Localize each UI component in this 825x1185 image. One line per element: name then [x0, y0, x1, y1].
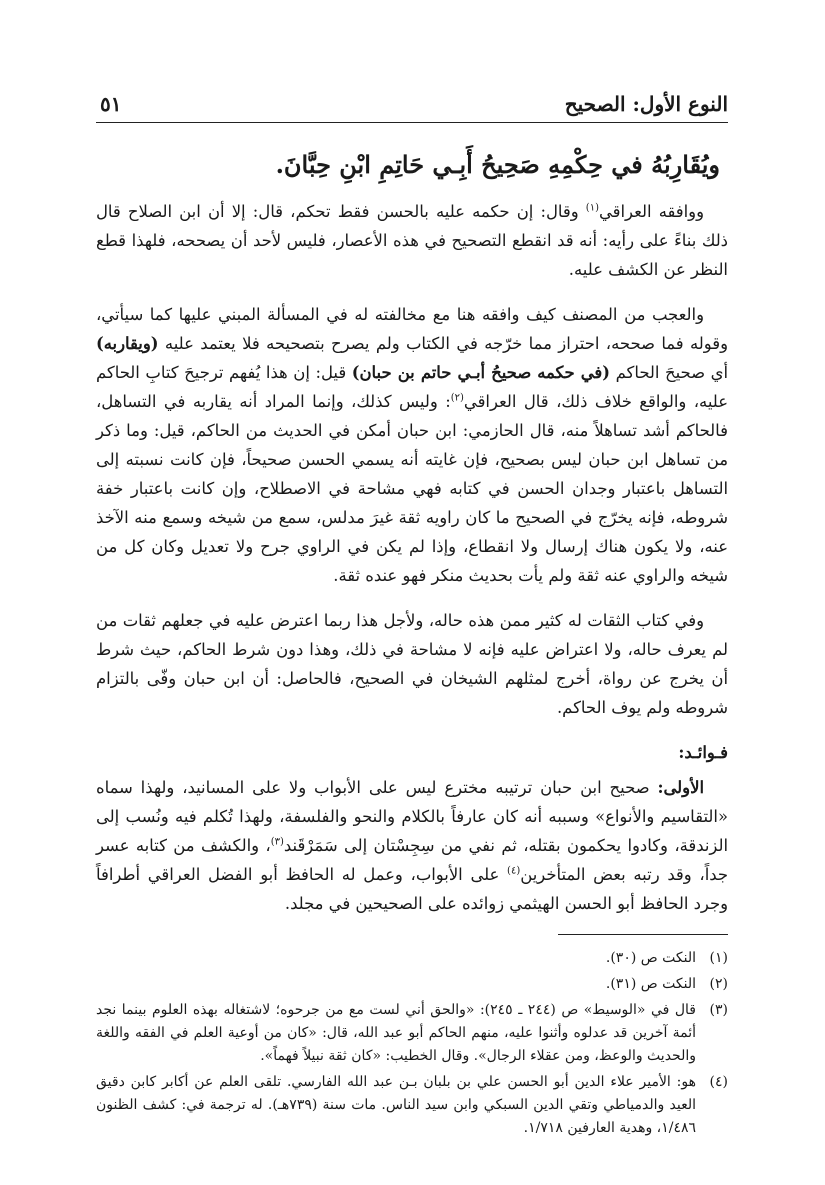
footnote-text: هو: الأمير علاء الدين أبو الحسن علي بن بلبان بـن عبد الله الفارسي. تلقى العلم عن أكابر كابن دقيق العيد والدمياطي وتقي الدين السبكي وابن سيد الناس. مات سنة (٧٣٩هـ). له ترجمة في: كشف الظنون ١/٤٨٦، وهدية العارفين ١/٧١٨.	[96, 1074, 696, 1136]
paragraph-2-part-1: والعجب من المصنف كيف وافقه هنا مع مخالفته له في المسألة المبني عليها كما سيأتي، وقوله فما صححه، احتراز مما خرّجه في الكتاب ولم يصرح بتصحيحه فلا يعتمد عليه	[96, 305, 728, 353]
book-page	[96, 88, 728, 1148]
benefit-part-1: صحيح ابن حبان ترتيبه مخترع ليس على الأبواب ولا على المسانيد، ولهذا سماه «التقاسيم والأنواع» وسببه أنه كان عارفاً بالكلام والنحو والفلسفة، ولهذا تُكلم فيه ونُسب إلى الزندقة، وكادوا يحكمون بقتله، ثم نفي من سِجِسْتان إلى سَمَرْقَند	[96, 778, 728, 855]
page-number: ٥١	[100, 92, 122, 116]
paragraph-2	[96, 300, 728, 590]
footnotes	[96, 947, 728, 1140]
paragraph-4	[96, 773, 728, 918]
footnote-number: (٣)	[709, 1002, 728, 1018]
footnote-4	[96, 1071, 728, 1140]
footnote-1	[96, 947, 728, 970]
paragraph-2-part-3: قيل: إن هذا يُفهم ترجيحَ كتابِ الحاكم عليه، والواقع خلاف ذلك، قال العراقي	[96, 363, 728, 411]
footnote-number: (٢)	[709, 976, 728, 992]
first-benefit-label: الأولى:	[657, 778, 704, 797]
paragraph-1	[96, 197, 728, 284]
footnote-3	[96, 999, 728, 1068]
page-header	[96, 88, 728, 123]
paragraph-1-after: وقال: إن حكمه عليه بالحسن فقط تحكم، قال: إلا أن ابن الصلاح قال ذلك بناءً على رأيه: أنه قد انقطع التصحيح في هذه الأعصار، فليس لأحد أن يصححه، فلهذا قطع النظر عن الكشف عليه.	[96, 202, 728, 279]
benefit-part-2: ، والكشف من كتابه عسر جداً، وقد رتبه بعض المتأخرين	[96, 836, 728, 884]
footnote-text: النكت ص (٣٠).	[605, 950, 696, 966]
footnote-separator	[558, 934, 728, 935]
footnote-2	[96, 973, 728, 996]
commentary	[96, 197, 728, 918]
footnote-ref-4: (٤)	[507, 865, 521, 877]
main-text-line: ويُقَارِبُهُ في حِكْمِهِ صَحِيحُ أَبِـي حَاتِمِ ابْنِ حِبَّانَ.	[275, 150, 720, 179]
paragraph-2-part-4: : وليس كذلك، وإنما المراد أنه يقاربه في التساهل، فالحاكم أشد تساهلاً منه، قال الحازمي: ابن حبان أمكن في الحديث من الحاكم، قيل: وما ذكر من تساهل ابن حبان ليس بصحيح، فإن غايته أنه يسمي الحسن صحيحاً، فإن كانت نسبته إلى التساهل باعتبار وجدان الحسن في كتابه فهي مشاحة في الاصطلاح، وإن كانت باعتبار خفة شروطه، فإنه يخرّج في الصحيح ما كان راويه ثقة غيرَ مدلس، سمع من شيخه وسمع منه الآخذ عنه، ولا يكون هناك إرسال ولا انقطاع، وإذا لم يكن في الراوي جرح ولا تعديل وكان كل من شيخه والراوي عنه ثقة ولم يأت بحديث منكر فهو عنده ثقة.	[96, 392, 728, 585]
footnote-text: النكت ص (٣١).	[605, 976, 696, 992]
footnote-number: (١)	[709, 950, 728, 966]
footnote-ref-3: (٣)	[270, 836, 284, 848]
footnote-text: قال في «الوسيط» ص (٢٤٤ ـ ٢٤٥): «والحق أني لست مع من جرحوه؛ لاشتغاله بهذه العلوم بينما نجد أئمة آخرين قد عدلوه وأثنوا عليه، منهم الحاكم أبو عبد الله، قال: «كان من أوعية العلم في الفقه واللغة والحديث والوعظ، ومن عقلاء الرجال». وقال الخطيب: «كان ثقة نبيلاً فهماً».	[96, 1002, 696, 1064]
benefit-part-3: على الأبواب، وعمل له الحافظ أبو الفضل العراقي أطرافاً وجرد الحافظ أبو الحسن الهيثمي زوائده على الصحيحين في مجلد.	[96, 865, 728, 913]
paragraph-2-quote-1: (ويقاربه)	[96, 334, 159, 353]
paragraph-2-quote-2: (في حكمه صحيحُ أبـي حاتم بن حبان)	[351, 363, 611, 382]
footnote-ref-1: (١)	[585, 202, 599, 214]
footnote-number: (٤)	[709, 1074, 728, 1090]
benefits-heading: فـوائـد:	[678, 743, 728, 762]
paragraph-1-before: ووافقه العراقي	[598, 202, 704, 221]
paragraph-2-part-2: أي صحيحَ الحاكم	[610, 363, 729, 382]
paragraph-3: وفي كتاب الثقات له كثير ممن هذه حاله، ولأجل هذا ربما اعترض عليه في جعلهم ثقات من لم يعرف حاله، ولا اعتراض عليه فإنه لا مشاحة في ذلك، وهذا دون شرط الحاكم، حيث شرط أن يخرج عن رواة، أخرج لمثلهم الشيخان في الصحيح، فالحاصل: أن ابن حبان وفّى بالتزام شروطه ولم يوف الحاكم.	[96, 611, 728, 717]
footnote-ref-2: (٢)	[450, 392, 464, 404]
chapter-title: النوع الأول: الصحيح	[564, 92, 728, 116]
